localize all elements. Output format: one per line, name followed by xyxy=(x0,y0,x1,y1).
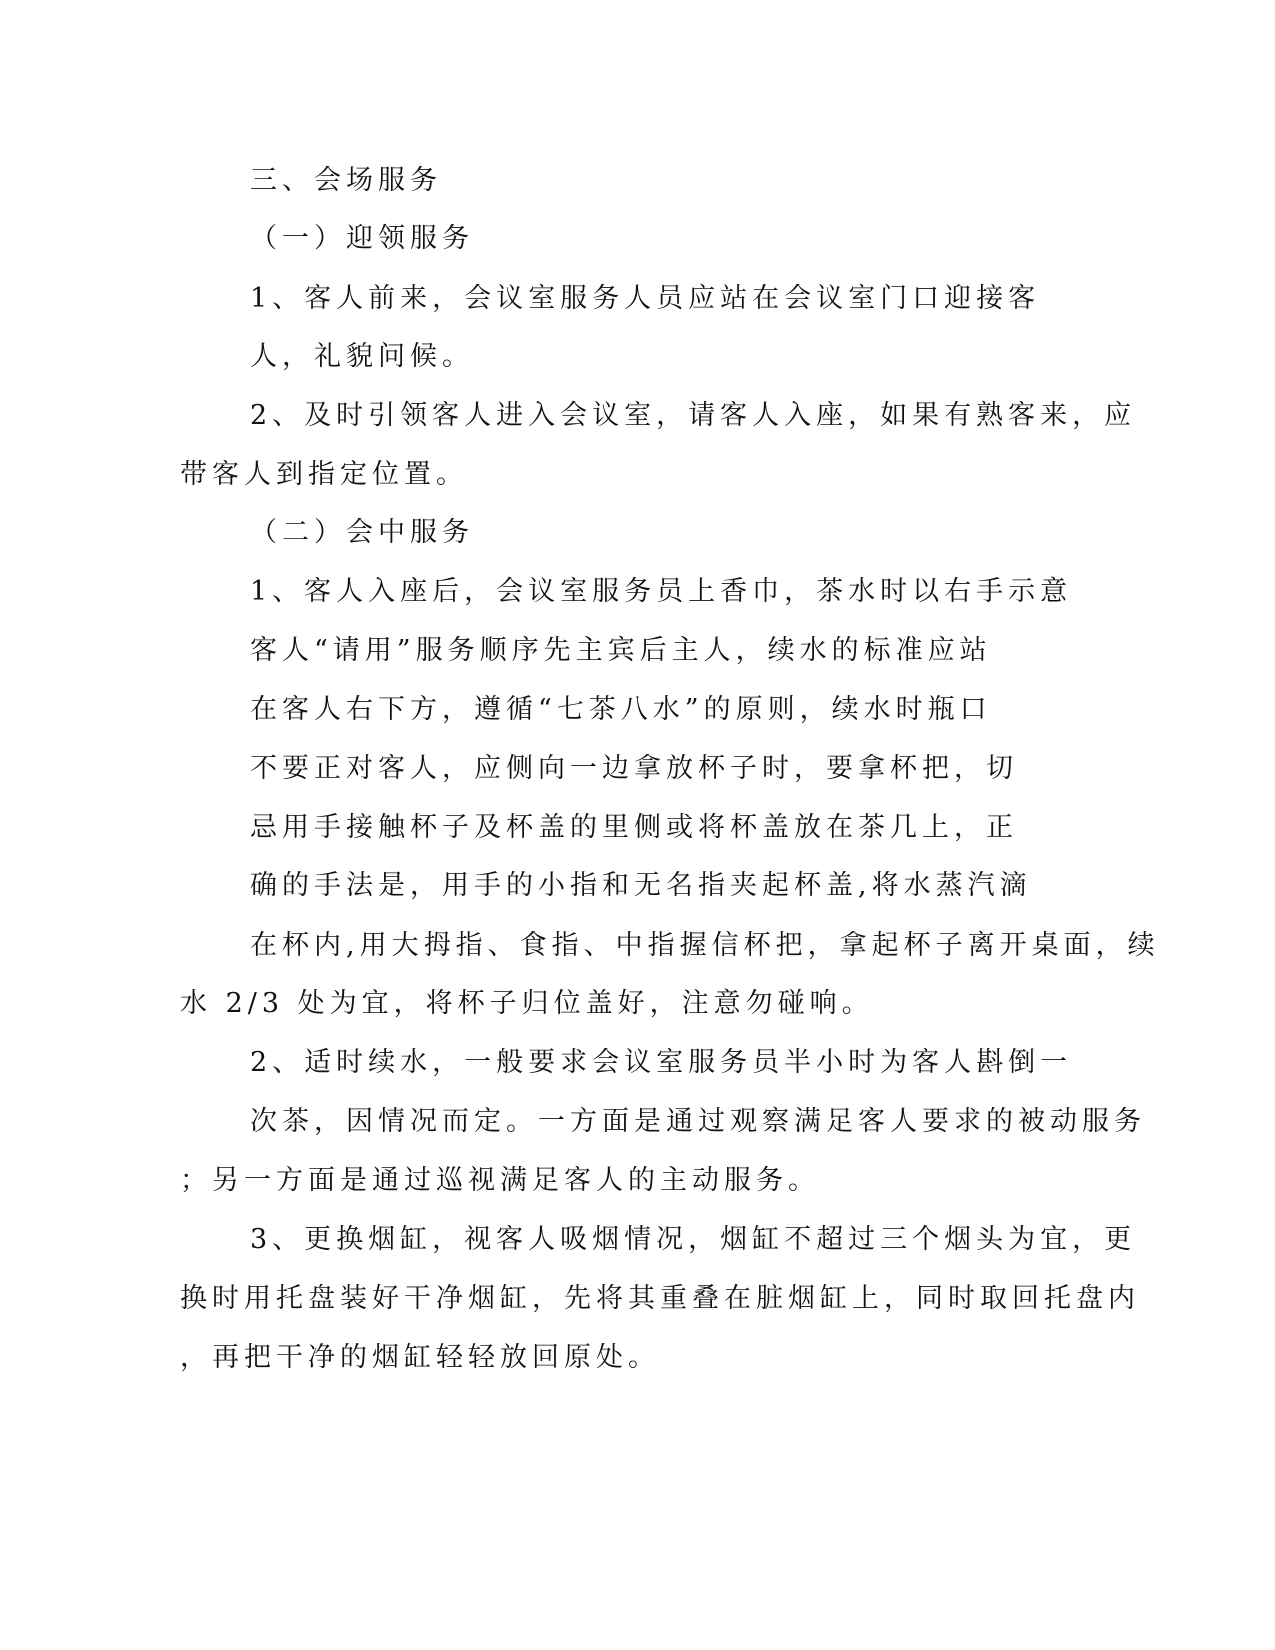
text-line: 在客人右下方，遵循“七茶八水”的原则，续水时瓶口 xyxy=(250,694,992,725)
text-line: 忌用手接触杯子及杯盖的里侧或将杯盖放在茶几上，正 xyxy=(250,812,1018,843)
text-line: 不要正对客人，应侧向一边拿放杯子时，要拿杯把，切 xyxy=(250,753,1018,784)
text-line: 1、客人前来，会议室服务人员应站在会议室门口迎接客 xyxy=(250,283,1041,314)
text-line: 水 2/3 处为宜，将杯子归位盖好，注意勿碰响。 xyxy=(180,988,874,1019)
text-line: 确的手法是，用手的小指和无名指夹起杯盖,将水蒸汽滴 xyxy=(250,870,1032,901)
text-line: 人，礼貌问候。 xyxy=(250,341,474,372)
text-line: 2、及时引领客人进入会议室，请客人入座，如果有熟客来，应 xyxy=(250,400,1137,431)
text-line: 2、适时续水，一般要求会议室服务员半小时为客人斟倒一 xyxy=(250,1047,1073,1078)
section-heading: 三、会场服务 xyxy=(250,165,442,196)
text-line: 1、客人入座后，会议室服务员上香巾，茶水时以右手示意 xyxy=(250,576,1073,607)
text-line: 带客人到指定位置。 xyxy=(180,459,468,490)
subsection-heading: （二）会中服务 xyxy=(250,517,474,548)
text-line: 次茶，因情况而定。一方面是通过观察满足客人要求的被动服务 xyxy=(250,1106,1146,1137)
text-line: 客人“请用”服务顺序先主宾后主人，续水的标准应站 xyxy=(250,635,992,666)
text-line: 3、更换烟缸，视客人吸烟情况，烟缸不超过三个烟头为宜，更 xyxy=(250,1224,1137,1255)
text-line: 在杯内,用大拇指、食指、中指握信杯把，拿起杯子离开桌面，续 xyxy=(250,930,1160,961)
text-line: ；另一方面是通过巡视满足客人的主动服务。 xyxy=(180,1165,820,1196)
subsection-heading: （一）迎领服务 xyxy=(250,223,474,254)
text-line: ，再把干净的烟缸轻轻放回原处。 xyxy=(180,1342,660,1373)
text-line: 换时用托盘装好干净烟缸，先将其重叠在脏烟缸上，同时取回托盘内 xyxy=(180,1283,1140,1314)
